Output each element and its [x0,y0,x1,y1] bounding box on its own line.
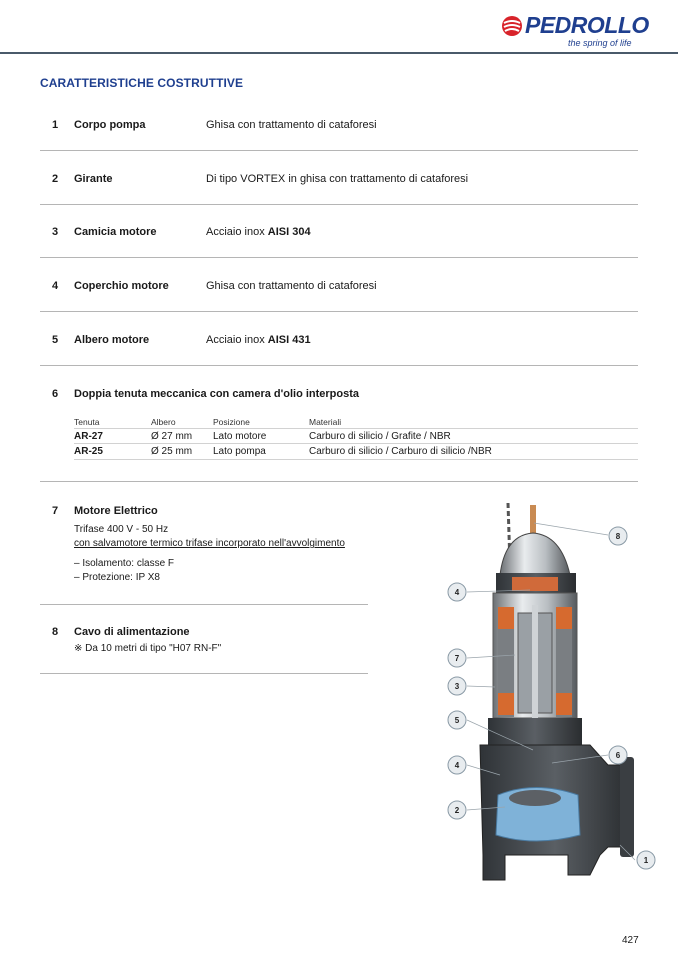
callout-label: 4 [454,761,460,770]
row-value-text: Acciaio inox [206,226,268,238]
row-value-grade: AISI 304 [267,226,311,238]
seal-table-divider [74,459,638,460]
callout-label: 7 [454,654,460,663]
seal-title: Doppia tenuta meccanica con camera d'olio interposta [74,388,360,400]
callout-label: 2 [454,806,460,815]
row-label: Camicia motore [74,226,157,238]
motor-ip-rating: – Protezione: IP X8 [74,572,160,583]
seal-cell: AR-27 [74,431,103,442]
seal-cell: Lato pompa [213,446,266,457]
motor-title: Motore Elettrico [74,505,158,517]
callout-label: 8 [615,532,621,541]
row-value-grade: AISI 431 [267,334,311,346]
callout-2 [448,801,466,819]
header-divider [0,52,678,54]
diagram-callouts [440,495,665,890]
row-number: 4 [52,280,59,292]
seal-cell: AR-25 [74,446,103,457]
row-divider [40,673,368,674]
row-number: 2 [52,173,59,185]
motor-protection-note: con salvamotore termico trifase incorporato nell'avvolgimento [74,538,345,549]
cable-title: Cavo di alimentazione [74,626,190,638]
seal-table-divider [74,428,638,429]
motor-voltage: Trifase 400 V - 50 Hz [74,524,169,535]
row-divider [40,150,638,151]
row-divider [40,204,638,205]
row-value-text: Acciaio inox [206,334,268,346]
seal-col-header: Posizione [213,417,250,427]
row-label: Albero motore [74,334,150,346]
callout-label: 4 [454,588,460,597]
brand-logo: PEDROLLO [525,12,649,38]
callout-label: 6 [615,751,621,760]
section-title: CARATTERISTICHE COSTRUTTIVE [40,76,244,90]
motor-insulation: – Isolamento: classe F [74,558,175,569]
callout-8 [609,527,627,545]
callout-7 [448,649,466,667]
callout-1 [637,851,655,869]
row-number: 8 [52,626,59,638]
row-label: Girante [74,173,113,185]
row-divider [40,257,638,258]
seal-cell: Carburo di silicio / Carburo di silicio /NBR [309,446,492,457]
row-divider [40,604,368,605]
callout-3 [448,677,466,695]
seal-cell: Lato motore [213,431,267,442]
pedrollo-logo-icon [501,15,523,37]
seal-cell: Carburo di silicio / Grafite / NBR [309,431,451,442]
row-divider [40,481,638,482]
callout-4-top [448,583,466,601]
row-value: Ghisa con trattamento di cataforesi [206,280,377,292]
row-number: 6 [52,388,59,400]
row-label: Coperchio motore [74,280,169,292]
seal-cell: Ø 27 mm [151,431,193,442]
seal-col-header: Materiali [309,417,342,427]
seal-col-header: Albero [151,417,176,427]
row-label: Corpo pompa [74,119,146,131]
row-divider [40,311,638,312]
row-divider [40,365,638,366]
row-number: 7 [52,505,59,517]
seal-col-header: Tenuta [74,417,100,427]
seal-cell: Ø 25 mm [151,446,193,457]
brand-tagline: the spring of life [568,38,632,48]
row-value: Ghisa con trattamento di cataforesi [206,119,377,131]
row-number: 1 [52,119,59,131]
callout-5 [448,711,466,729]
row-value: Di tipo VORTEX in ghisa con trattamento di cataforesi [206,173,469,185]
callout-6 [609,746,627,764]
page-number: 427 [622,935,639,946]
seal-table-divider [74,443,638,444]
callout-4-bottom [448,756,466,774]
row-number: 3 [52,226,59,238]
row-value [206,334,311,346]
row-number: 5 [52,334,59,346]
cable-note: ※ Da 10 metri di tipo "H07 RN-F" [74,643,222,654]
row-value [206,226,311,238]
callout-label: 1 [643,856,649,865]
callout-label: 3 [454,682,460,691]
callout-label: 5 [454,716,460,725]
